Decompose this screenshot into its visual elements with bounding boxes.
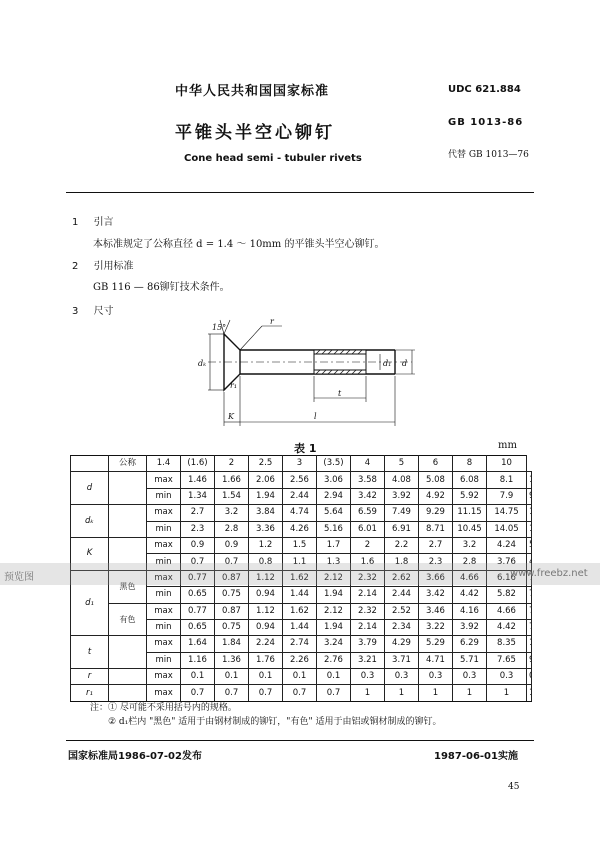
limit-cell: max xyxy=(147,570,181,586)
value-cell xyxy=(527,652,532,668)
value-cell: 3.2 xyxy=(453,537,487,553)
limit-cell: max xyxy=(147,636,181,652)
value-cell: 0.1 xyxy=(249,669,283,685)
value-cell: 2.14 xyxy=(351,619,385,635)
param-cell: d₁ xyxy=(71,570,109,636)
value-cell: 1.84 xyxy=(215,636,249,652)
value-cell: 10.45 xyxy=(453,521,487,537)
value-cell: 4.26 xyxy=(283,521,317,537)
value-cell: 14.75 xyxy=(487,505,527,521)
nominal-size-cell: 10 xyxy=(487,456,527,472)
limit-cell: min xyxy=(147,652,181,668)
standard-number: GB 1013-86 xyxy=(448,117,524,128)
section-number: 1 xyxy=(72,217,79,228)
value-cell: 1.94 xyxy=(249,488,283,504)
value-cell: 6.08 xyxy=(453,472,487,488)
value-cell: 1.8 xyxy=(385,554,419,570)
empty-sub-cell xyxy=(109,669,147,685)
value-cell: 5.64 xyxy=(317,505,351,521)
value-cell: 2.62 xyxy=(385,570,419,586)
section-title: 尺寸 xyxy=(93,306,114,317)
param-cell: d xyxy=(71,472,109,505)
issuing-body: 中华人民共和国国家标准 xyxy=(175,84,330,99)
value-cell: 9.29 xyxy=(419,505,453,521)
value-cell: 1.44 xyxy=(283,587,317,603)
value-cell: 11.15 xyxy=(453,505,487,521)
value-cell: 4.24 xyxy=(487,537,527,553)
value-cell: 0.9 xyxy=(215,537,249,553)
value-cell: 1.36 xyxy=(215,652,249,668)
value-cell: 3.2 xyxy=(215,505,249,521)
value-cell xyxy=(527,685,532,701)
value-cell: 1.12 xyxy=(249,603,283,619)
value-cell: 0.8 xyxy=(249,554,283,570)
value-cell: 0.7 xyxy=(249,685,283,701)
k-label: K xyxy=(228,412,234,421)
udc-code: UDC 621.884 xyxy=(448,84,521,95)
value-cell: 0.7 xyxy=(283,685,317,701)
value-cell: 1.46 xyxy=(181,472,215,488)
table-row xyxy=(71,636,532,652)
limit-cell: min xyxy=(147,619,181,635)
table-caption: 表 1 xyxy=(294,442,317,455)
value-cell: 7.49 xyxy=(385,505,419,521)
value-cell: 5.08 xyxy=(419,472,453,488)
note-1: 注：① 尽可能不采用括号内的规格。 xyxy=(90,703,237,713)
value-cell: 0.3 xyxy=(453,669,487,685)
limit-cell: min xyxy=(147,587,181,603)
value-cell: 2.44 xyxy=(385,587,419,603)
r1-label: r₁ xyxy=(230,381,238,390)
material-cell: 有色 xyxy=(109,603,147,636)
value-cell xyxy=(527,619,532,635)
rivet-drawing xyxy=(190,318,420,430)
value-cell: 6.59 xyxy=(351,505,385,521)
english-title: Cone head semi - tubuler rivets xyxy=(184,153,362,164)
value-cell: 1.6 xyxy=(351,554,385,570)
section-number: 2 xyxy=(72,261,79,272)
value-cell: 0.7 xyxy=(181,554,215,570)
value-cell: 1.3 xyxy=(317,554,351,570)
section-number: 3 xyxy=(72,306,79,317)
value-cell: 0.65 xyxy=(181,619,215,635)
value-cell: 4.29 xyxy=(385,636,419,652)
value-cell: 6.16 xyxy=(487,570,527,586)
value-cell: 1.94 xyxy=(317,619,351,635)
section-3-heading xyxy=(72,302,114,317)
value-cell: 4.71 xyxy=(419,652,453,668)
value-cell: 1.66 xyxy=(215,472,249,488)
value-cell: 1.12 xyxy=(249,570,283,586)
value-cell: 4.42 xyxy=(487,619,527,635)
value-cell: 4.92 xyxy=(419,488,453,504)
value-cell: 1.62 xyxy=(283,603,317,619)
section-title: 引言 xyxy=(93,217,114,228)
value-cell: 4.08 xyxy=(385,472,419,488)
watermark-right: www.freebz.net xyxy=(510,568,588,579)
value-cell: 6.91 xyxy=(385,521,419,537)
table-row xyxy=(71,669,532,685)
value-cell: 2.26 xyxy=(283,652,317,668)
limit-cell: max xyxy=(147,537,181,553)
empty-sub-cell xyxy=(109,472,147,505)
value-cell: 2.7 xyxy=(419,537,453,553)
value-cell: 1 xyxy=(453,685,487,701)
section-2-heading xyxy=(72,257,134,272)
value-cell: 1 xyxy=(385,685,419,701)
value-cell: 8.1 xyxy=(487,472,527,488)
value-cell: 2.14 xyxy=(351,587,385,603)
watermark-left: 预览图 xyxy=(4,572,34,583)
nominal-size-cell: 8 xyxy=(453,456,487,472)
value-cell: 2.52 xyxy=(385,603,419,619)
value-cell: 4.66 xyxy=(487,603,527,619)
value-cell xyxy=(527,521,532,537)
note-2: ② d₁栏内 "黑色" 适用于由钢材制成的铆钉，"有色" 适用于由铝或铜材制成的铆钉。 xyxy=(108,717,442,727)
value-cell xyxy=(527,603,532,619)
nominal-size-cell: 1.4 xyxy=(147,456,181,472)
value-cell: 0.3 xyxy=(385,669,419,685)
nominal-size-cell: 3 xyxy=(283,456,317,472)
empty-sub-cell xyxy=(109,505,147,538)
value-cell: 3.21 xyxy=(351,652,385,668)
table-row xyxy=(71,505,532,521)
value-cell: 3.46 xyxy=(419,603,453,619)
param-cell: dₖ xyxy=(71,505,109,538)
value-cell: 2.3 xyxy=(181,521,215,537)
value-cell: 1.94 xyxy=(317,587,351,603)
value-cell: 1.76 xyxy=(249,652,283,668)
value-cell: 3.06 xyxy=(317,472,351,488)
value-cell: 2.7 xyxy=(181,505,215,521)
value-cell: 3.66 xyxy=(419,570,453,586)
table-row xyxy=(71,685,532,701)
value-cell xyxy=(527,505,532,521)
table-row xyxy=(71,472,532,488)
value-cell: 3.42 xyxy=(351,488,385,504)
value-cell xyxy=(527,537,532,553)
value-cell: 1.62 xyxy=(283,570,317,586)
value-cell: 3.76 xyxy=(487,554,527,570)
value-cell xyxy=(527,472,532,488)
value-cell: 2 xyxy=(351,537,385,553)
value-cell xyxy=(527,488,532,504)
limit-cell: max xyxy=(147,669,181,685)
value-cell: 1.1 xyxy=(283,554,317,570)
angle-label: 15° xyxy=(212,323,227,332)
value-cell: 0.3 xyxy=(419,669,453,685)
value-cell: 14.05 xyxy=(487,521,527,537)
value-cell xyxy=(527,636,532,652)
value-cell: 0.7 xyxy=(181,685,215,701)
value-cell: 0.87 xyxy=(215,603,249,619)
value-cell: 3.84 xyxy=(249,505,283,521)
value-cell: 0.75 xyxy=(215,587,249,603)
value-cell: 6.01 xyxy=(351,521,385,537)
value-cell: 0.7 xyxy=(215,554,249,570)
value-cell: 1.44 xyxy=(283,619,317,635)
value-cell: 2.34 xyxy=(385,619,419,635)
value-cell: 3.71 xyxy=(385,652,419,668)
value-cell: 2.32 xyxy=(351,570,385,586)
value-cell: 2.12 xyxy=(317,570,351,586)
value-cell: 0.7 xyxy=(317,685,351,701)
value-cell: 1.16 xyxy=(181,652,215,668)
value-cell: 1.5 xyxy=(283,537,317,553)
limit-cell: max xyxy=(147,505,181,521)
value-cell: 1 xyxy=(419,685,453,701)
table-header-label: 公称 xyxy=(109,456,147,472)
bottom-rule xyxy=(66,740,534,741)
value-cell: 1 xyxy=(351,685,385,701)
value-cell: 3.92 xyxy=(385,488,419,504)
r-label: r xyxy=(270,318,274,326)
value-cell: 2.06 xyxy=(249,472,283,488)
section-2-text: GB 116 — 86铆钉技术条件。 xyxy=(93,282,230,293)
l-label: l xyxy=(314,412,317,421)
limit-cell: max xyxy=(147,603,181,619)
d-label: d xyxy=(402,359,408,368)
value-cell: 3.42 xyxy=(419,587,453,603)
d1-label: d₁ xyxy=(383,359,392,368)
limit-cell: min xyxy=(147,554,181,570)
issue-date: 国家标准局1986-07-02发布 xyxy=(68,751,202,762)
param-cell: r₁ xyxy=(71,685,109,701)
value-cell: 0.1 xyxy=(283,669,317,685)
value-cell: 5.71 xyxy=(453,652,487,668)
limit-cell: max xyxy=(147,472,181,488)
value-cell: 0.65 xyxy=(181,587,215,603)
section-title: 引用标准 xyxy=(93,261,134,272)
top-rule xyxy=(66,192,534,193)
value-cell: 1.54 xyxy=(215,488,249,504)
value-cell: 3.79 xyxy=(351,636,385,652)
section-1-text: 本标准规定了公称直径 d = 1.4 ～ 10mm 的平锥头半空心铆钉。 xyxy=(93,239,385,250)
value-cell: 0.7 xyxy=(215,685,249,701)
value-cell: 0.94 xyxy=(249,619,283,635)
empty-sub-cell xyxy=(109,685,147,701)
nominal-size-cell: 4 xyxy=(351,456,385,472)
value-cell: 5.16 xyxy=(317,521,351,537)
nominal-size-cell: 6 xyxy=(419,456,453,472)
section-1-heading xyxy=(72,213,114,228)
value-cell: 0.1 xyxy=(215,669,249,685)
page-title: 平锥头半空心铆钉 xyxy=(175,123,335,143)
value-cell: 7.65 xyxy=(487,652,527,668)
table-row xyxy=(71,603,532,619)
value-cell: 2.8 xyxy=(215,521,249,537)
value-cell: 0.1 xyxy=(181,669,215,685)
material-cell: 黑色 xyxy=(109,570,147,603)
value-cell: 3.92 xyxy=(453,619,487,635)
value-cell xyxy=(527,669,532,685)
t-label: t xyxy=(338,389,342,398)
value-cell: 0.3 xyxy=(487,669,527,685)
nominal-size-cell: 5 xyxy=(385,456,419,472)
value-cell: 1.64 xyxy=(181,636,215,652)
effective-date: 1987-06-01实施 xyxy=(434,751,518,762)
value-cell: 1 xyxy=(487,685,527,701)
value-cell: 4.74 xyxy=(283,505,317,521)
value-cell: 1.7 xyxy=(317,537,351,553)
value-cell: 2.94 xyxy=(317,488,351,504)
value-cell: 3.22 xyxy=(419,619,453,635)
value-cell: 2.44 xyxy=(283,488,317,504)
value-cell: 0.3 xyxy=(351,669,385,685)
value-cell: 3.58 xyxy=(351,472,385,488)
value-cell: 2.2 xyxy=(385,537,419,553)
value-cell: 2.76 xyxy=(317,652,351,668)
limit-cell: min xyxy=(147,488,181,504)
page-number: 45 xyxy=(508,782,520,792)
value-cell: 2.8 xyxy=(453,554,487,570)
replaces-standard: 代替 GB 1013—76 xyxy=(448,150,529,160)
param-cell: r xyxy=(71,669,109,685)
value-cell: 8.35 xyxy=(487,636,527,652)
value-cell: 0.77 xyxy=(181,603,215,619)
table-header-row xyxy=(71,456,532,472)
value-cell: 0.77 xyxy=(181,570,215,586)
value-cell: 0.87 xyxy=(215,570,249,586)
value-cell: 0.1 xyxy=(317,669,351,685)
value-cell: 0.9 xyxy=(181,537,215,553)
value-cell xyxy=(527,587,532,603)
nominal-size-cell: 2 xyxy=(215,456,249,472)
value-cell: 5.29 xyxy=(419,636,453,652)
value-cell: 6.29 xyxy=(453,636,487,652)
limit-cell: min xyxy=(147,521,181,537)
watermark-band xyxy=(0,563,600,585)
value-cell: 4.66 xyxy=(453,570,487,586)
value-cell: 0.75 xyxy=(215,619,249,635)
value-cell: 3.24 xyxy=(317,636,351,652)
value-cell: 4.42 xyxy=(453,587,487,603)
value-cell: 0.94 xyxy=(249,587,283,603)
value-cell: 1.2 xyxy=(249,537,283,553)
value-cell: 8.71 xyxy=(419,521,453,537)
param-cell: t xyxy=(71,636,109,669)
value-cell: 2.12 xyxy=(317,603,351,619)
value-cell: 2.3 xyxy=(419,554,453,570)
param-cell: K xyxy=(71,537,109,570)
table-row xyxy=(71,537,532,553)
value-cell: 4.16 xyxy=(453,603,487,619)
value-cell: 2.56 xyxy=(283,472,317,488)
dk-label: dₖ xyxy=(198,359,207,368)
empty-sub-cell xyxy=(109,636,147,669)
nominal-size-cell: (1.6) xyxy=(181,456,215,472)
value-cell: 3.36 xyxy=(249,521,283,537)
value-cell: 2.74 xyxy=(283,636,317,652)
nominal-size-cell: (3.5) xyxy=(317,456,351,472)
nominal-size-cell: 2.5 xyxy=(249,456,283,472)
value-cell: 2.24 xyxy=(249,636,283,652)
value-cell: 1.34 xyxy=(181,488,215,504)
table-unit: mm xyxy=(498,440,517,451)
limit-cell: max xyxy=(147,685,181,701)
value-cell: 7.9 xyxy=(487,488,527,504)
table-corner-cell xyxy=(71,456,109,472)
value-cell: 2.32 xyxy=(351,603,385,619)
value-cell: 5.82 xyxy=(487,587,527,603)
value-cell: 5.92 xyxy=(453,488,487,504)
